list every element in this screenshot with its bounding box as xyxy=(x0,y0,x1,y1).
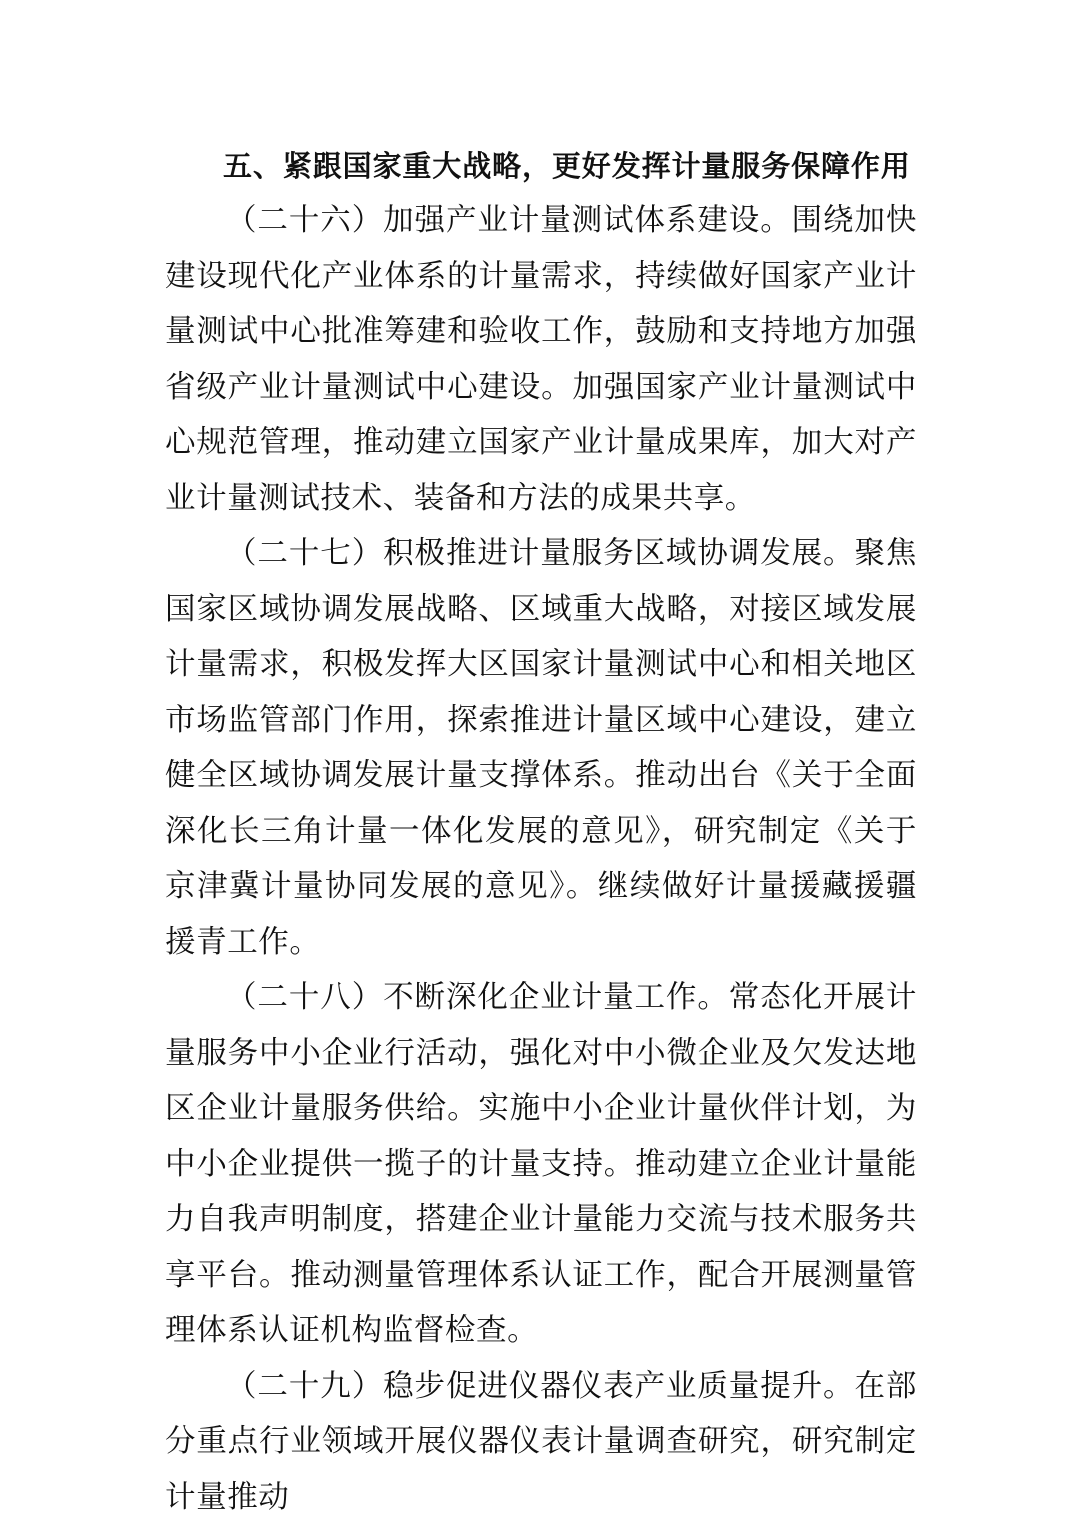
paragraph-28 xyxy=(165,970,917,1359)
paragraph-26 xyxy=(165,193,917,526)
paragraph-28-lead: （二十八）不断深化企业计量工作。 xyxy=(226,980,729,1015)
section-heading: 五、紧跟国家重大战略，更好发挥计量服务保障作用 xyxy=(223,149,911,183)
paragraph-28-text: 常态化开展计量服务中小企业行活动，强化对中小微企业及欠发达地区企业计量服务供给。实施中小企业计量伙伴计划，为中小企业提供一揽子的计量支持。推动建立企业计量能力自我声明制度，搭建企业计量能力交流与技术服务共享平台。推动测量管理体系认证工作，配合开展测量管理体系认证机构监督检查。 xyxy=(165,980,917,1348)
document-body xyxy=(165,140,917,1525)
paragraph-27-text: 聚焦国家区域协调发展战略、区域重大战略，对接区域发展计量需求，积极发挥大区国家计量测试中心和相关地区市场监管部门作用，探索推进计量区域中心建设，建立健全区域协调发展计量支撑体系。推动出台《关于全面深化长三角计量一体化发展的意见》，研究制定《关于京津冀计量协同发展的意见》。继续做好计量援藏援疆援青工作。 xyxy=(165,536,918,960)
paragraph-26-text: 围绕加快建设现代化产业体系的计量需求，持续做好国家产业计量测试中心批准筹建和验收工作，鼓励和支持地方加强省级产业计量测试中心建设。加强国家产业计量测试中心规范管理，推动建立国家产业计量成果库，加大对产业计量测试技术、装备和方法的成果共享。 xyxy=(165,203,917,516)
paragraph-27 xyxy=(165,526,917,970)
paragraph-29-lead: （二十九）稳步促进仪器仪表产业质量提升。 xyxy=(226,1368,855,1404)
paragraph-29 xyxy=(165,1359,917,1526)
paragraph-26-lead: （二十六）加强产业计量测试体系建设。 xyxy=(226,203,792,238)
paragraph-27-lead: （二十七）积极推进计量服务区域协调发展。 xyxy=(226,536,855,571)
paragraph-29-text: 在部分重点行业领域开展仪器仪表计量调查研究，研究制定计量推动 xyxy=(165,1368,918,1515)
